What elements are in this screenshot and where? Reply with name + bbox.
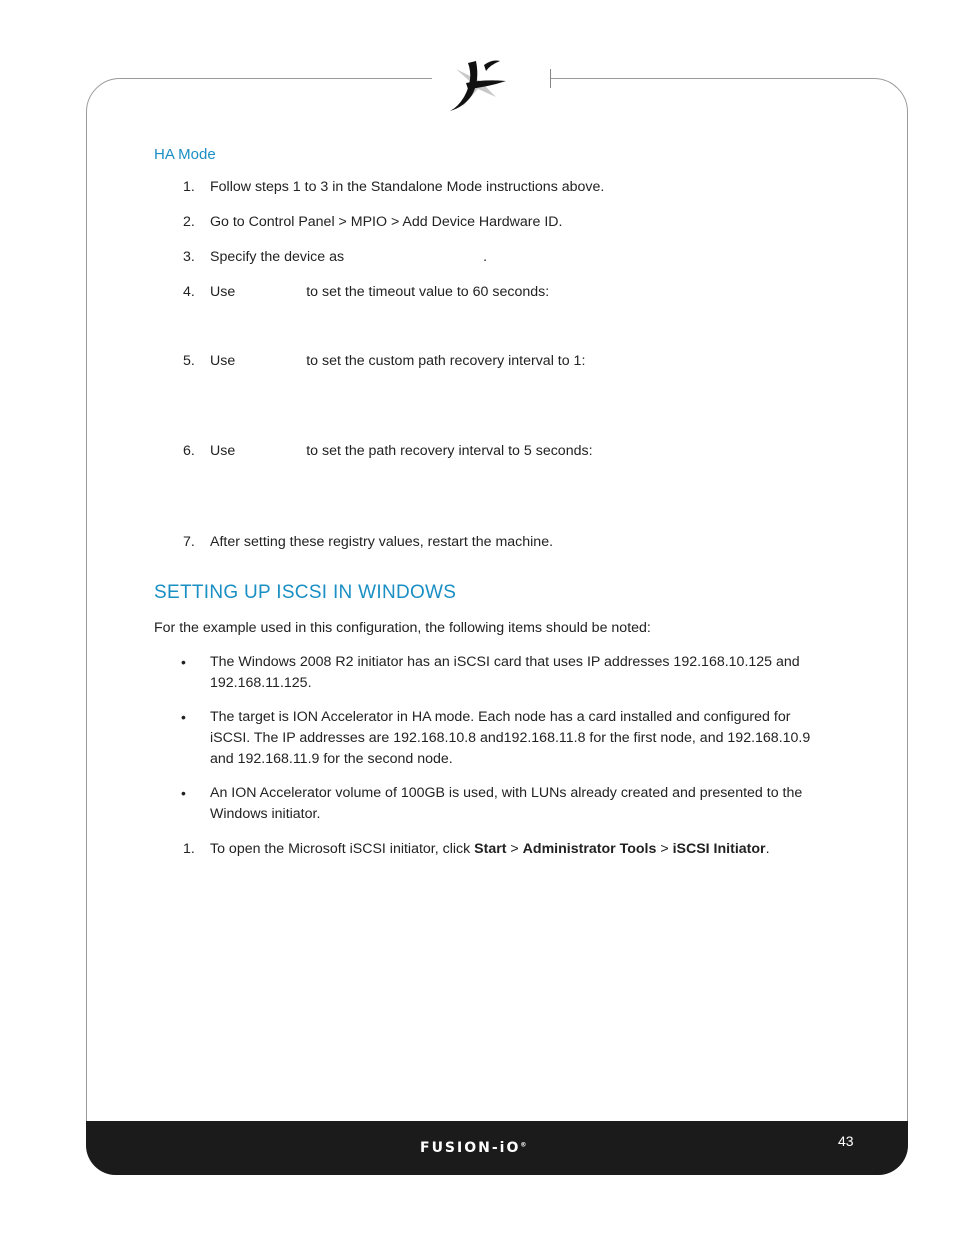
menu-separator: > <box>506 841 523 857</box>
step-text <box>210 351 834 372</box>
step-number: 2. <box>183 214 195 230</box>
brand-name: FUSION-iO <box>420 1140 521 1156</box>
ha-mode-heading: HA Mode <box>154 146 216 163</box>
bullet-text: The Windows 2008 R2 initiator has an iSCSI card that uses IP addresses 192.168.10.125 and 192.168.11.125. <box>210 654 800 691</box>
step-number: 5. <box>183 353 195 369</box>
step-text-post: to set the path recovery interval to 5 seconds: <box>306 443 593 459</box>
step-text <box>210 282 834 303</box>
step-text: Go to Control Panel > MPIO > Add Device Hardware ID. <box>210 214 563 230</box>
step-text-post: to set the timeout value to 60 seconds: <box>306 284 550 300</box>
bullet-text: The target is ION Accelerator in HA mode. Each node has a card installed and configured for iSCSI. The IP addresses are 192.168.10.8 and192.168.11.8 for the first node, and 192.168.10.9 and 192.168.11.9 for the second node. <box>210 709 811 767</box>
page-number: 43 <box>838 1133 854 1149</box>
menu-iscsi-initiator: iSCSI Initiator <box>672 841 766 857</box>
step-text: Follow steps 1 to 3 in the Standalone Mode instructions above. <box>210 179 605 195</box>
bullet-icon: • <box>181 785 186 801</box>
header-divider-tick <box>550 69 551 88</box>
step-text <box>210 247 834 268</box>
step-text <box>210 839 834 860</box>
footer-brand-logo <box>420 1140 526 1156</box>
bullet-icon: • <box>181 654 186 670</box>
menu-separator: > <box>656 841 673 857</box>
bullet-text: An ION Accelerator volume of 100GB is used, with LUNs already created and presented to the Windows initiator. <box>210 785 803 822</box>
step-text-post: . <box>765 841 770 857</box>
step-text-pre: Use <box>210 353 236 369</box>
step-text-post: to set the custom path recovery interval to 1: <box>306 353 586 369</box>
menu-start: Start <box>474 841 507 857</box>
step-number: 1. <box>183 841 195 857</box>
step-number: 3. <box>183 249 195 265</box>
bullet-icon: • <box>181 709 186 725</box>
step-number: 1. <box>183 179 195 195</box>
step-text-post: . <box>483 249 488 265</box>
step-text <box>210 441 834 462</box>
step-number: 4. <box>183 284 195 300</box>
iscsi-intro: For the example used in this configuration, the following items should be noted: <box>154 620 651 636</box>
step-text-pre: Use <box>210 284 236 300</box>
step-text-pre: Use <box>210 443 236 459</box>
step-text-pre: To open the Microsoft iSCSI initiator, click <box>210 841 475 857</box>
step-text: After setting these registry values, restart the machine. <box>210 534 554 550</box>
brand-registered-mark: ® <box>520 1141 527 1149</box>
iscsi-section-heading: SETTING UP ISCSI IN WINDOWS <box>154 582 457 603</box>
step-text-pre: Specify the device as <box>210 249 345 265</box>
fusion-io-logo-icon <box>444 57 514 115</box>
menu-administrator-tools: Administrator Tools <box>522 841 657 857</box>
step-number: 7. <box>183 534 195 550</box>
step-number: 6. <box>183 443 195 459</box>
